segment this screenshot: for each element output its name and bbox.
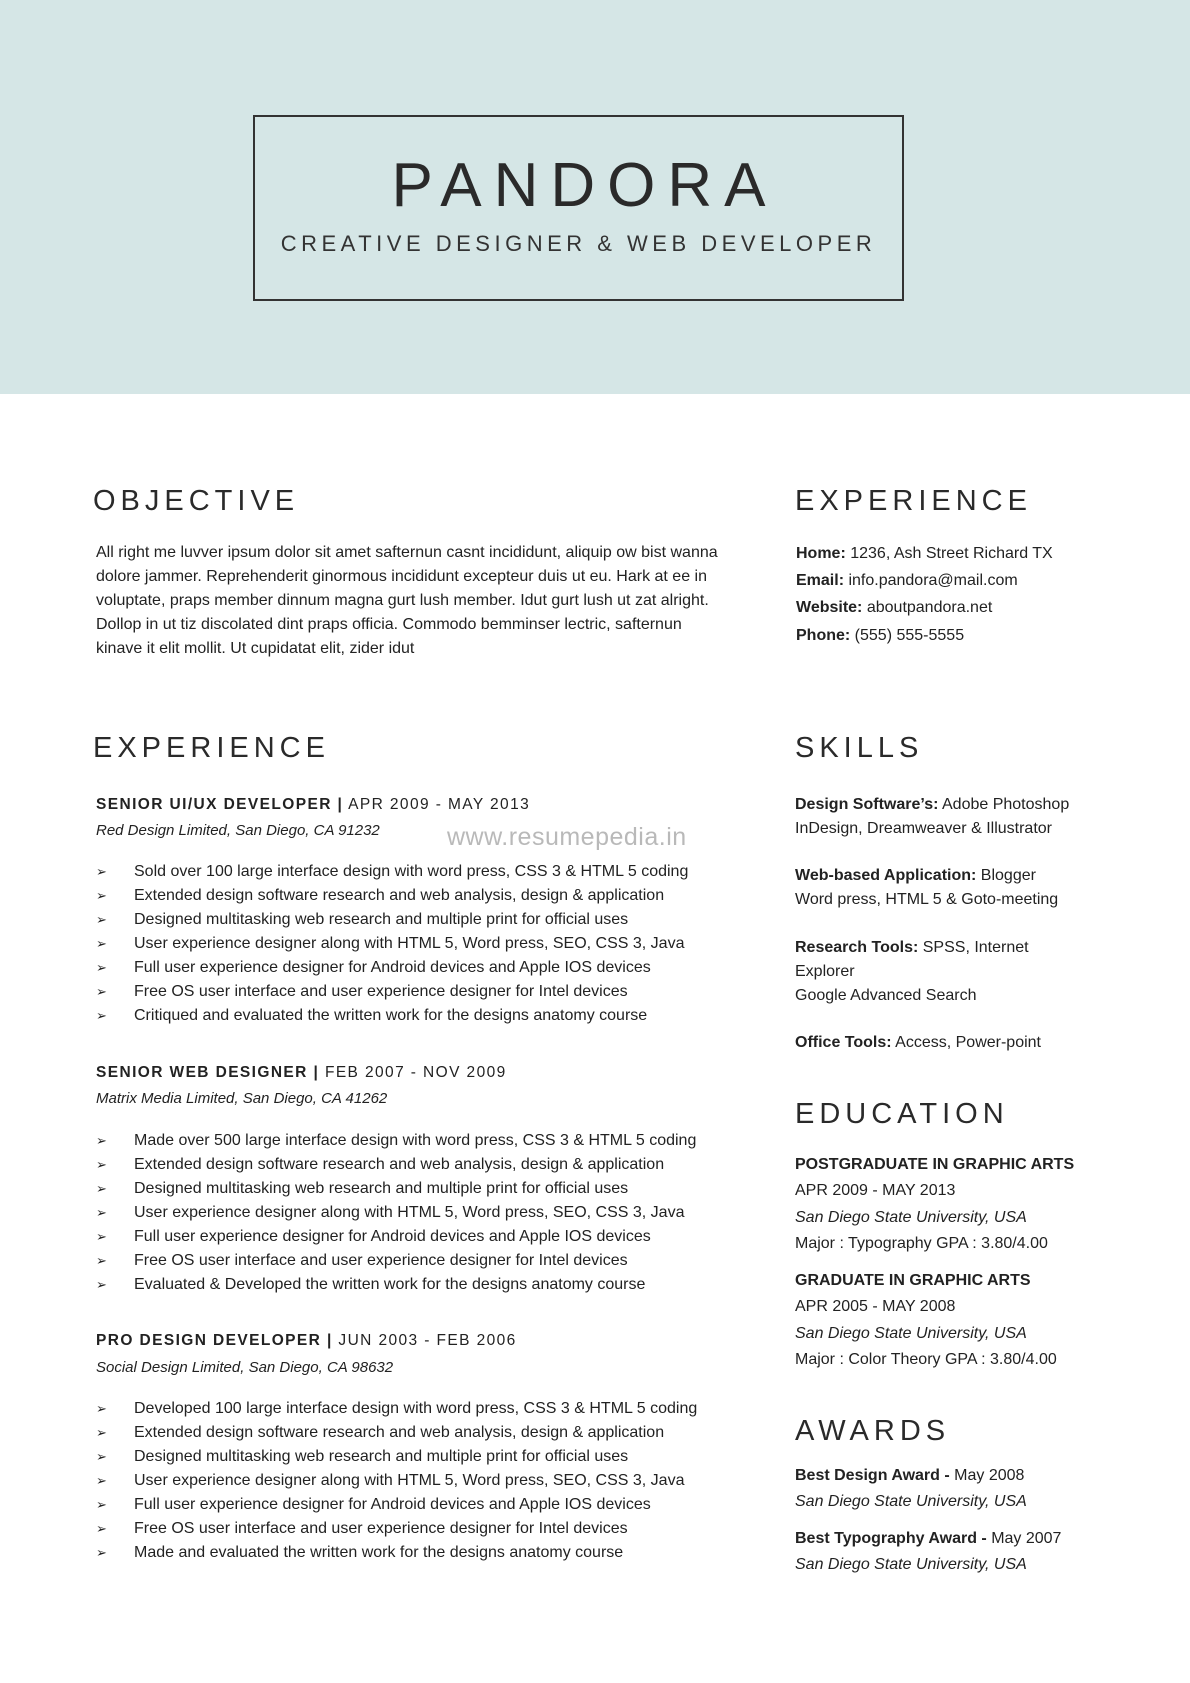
job-company: Social Design Limited, San Diego, CA 98632	[96, 1359, 394, 1376]
arrow-bullet-icon: ➢	[96, 1229, 107, 1244]
objective-heading: OBJECTIVE	[93, 485, 300, 517]
list-item: ➢ Free OS user interface and user experience designer for Intel devices	[96, 1249, 696, 1273]
list-item: ➢ Full user experience designer for Android devices and Apple IOS devices	[96, 956, 688, 980]
job-company: Matrix Media Limited, San Diego, CA 41262	[96, 1090, 388, 1107]
arrow-bullet-icon: ➢	[96, 1181, 107, 1196]
arrow-bullet-icon: ➢	[96, 1253, 107, 1268]
education-school: San Diego State University, USA	[795, 1325, 1027, 1342]
arrow-bullet-icon: ➢	[96, 1473, 107, 1488]
arrow-bullet-icon: ➢	[96, 1521, 107, 1536]
list-item: ➢ Full user experience designer for Android devices and Apple IOS devices	[96, 1493, 697, 1517]
arrow-bullet-icon: ➢	[96, 1449, 107, 1464]
list-item: ➢ Free OS user interface and user experience designer for Intel devices	[96, 980, 688, 1004]
arrow-bullet-icon: ➢	[96, 1497, 107, 1512]
education-degree: POSTGRADUATE IN GRAPHIC ARTS	[795, 1156, 1075, 1173]
list-item: ➢ User experience designer along with HTML 5, Word press, SEO, CSS 3, Java	[96, 932, 688, 956]
list-item: ➢ Extended design software research and web analysis, design & application	[96, 1421, 697, 1445]
education-school: San Diego State University, USA	[795, 1209, 1027, 1226]
job-heading: PRO DESIGN DEVELOPER | JUN 2003 - FEB 2006	[96, 1332, 517, 1349]
contact-home: Home: 1236, Ash Street Richard TX	[796, 545, 1053, 562]
arrow-bullet-icon: ➢	[96, 1008, 107, 1023]
skill-web-apps: Web-based Application: Blogger Word press, HTML 5 & Goto-meeting	[795, 867, 1059, 908]
list-item: ➢ Free OS user interface and user experience designer for Intel devices	[96, 1517, 697, 1541]
arrow-bullet-icon: ➢	[96, 1205, 107, 1220]
objective-text: All right me luvver ipsum dolor sit amet safternun casnt incididunt, aliquip ow bist wanna dolore jammer. Reprehenderit ginormous incididunt excepteur duis ut eu. Hark at ee in voluptate, praps member dinnum magna gurt lush member. Idut gurt lush ut zat alright. Dollop in ut tiz discolated dint praps officia. Commodo bemminser lectric, safternun kinave it elit mollit. Ut cupidatat elit, zider idut	[96, 544, 718, 657]
candidate-title: CREATIVE DESIGNER & WEB DEVELOPER	[280, 231, 877, 256]
education-dates: APR 2005 - MAY 2008	[795, 1298, 956, 1315]
arrow-bullet-icon: ➢	[96, 1277, 107, 1292]
arrow-bullet-icon: ➢	[96, 1401, 107, 1416]
list-item: ➢ User experience designer along with HTML 5, Word press, SEO, CSS 3, Java	[96, 1201, 696, 1225]
list-item: ➢ Extended design software research and web analysis, design & application	[96, 1153, 696, 1177]
award-title: Best Typography Award - May 2007	[795, 1530, 1062, 1547]
education-dates: APR 2009 - MAY 2013	[795, 1182, 956, 1199]
skill-design-software: Design Software’s: Adobe Photoshop InDesign, Dreamweaver & Illustrator	[795, 796, 1070, 837]
education-major: Major : Color Theory GPA : 3.80/4.00	[795, 1351, 1057, 1368]
name-box	[253, 115, 904, 301]
award-title: Best Design Award - May 2008	[795, 1467, 1025, 1484]
arrow-bullet-icon: ➢	[96, 1133, 107, 1148]
skill-office-tools: Office Tools: Access, Power-point	[795, 1034, 1041, 1051]
arrow-bullet-icon: ➢	[96, 1425, 107, 1440]
contact-heading: EXPERIENCE	[795, 485, 1032, 517]
contact-email: Email: info.pandora@mail.com	[796, 572, 1018, 589]
arrow-bullet-icon: ➢	[96, 1545, 107, 1560]
job-bullets	[96, 1397, 697, 1565]
job-heading: SENIOR WEB DESIGNER | FEB 2007 - NOV 2009	[96, 1064, 507, 1081]
skills-heading: SKILLS	[795, 732, 924, 764]
list-item: ➢ Critiqued and evaluated the written work for the designs anatomy course	[96, 1004, 688, 1028]
awards-heading: AWARDS	[795, 1415, 951, 1447]
list-item: ➢ Made and evaluated the written work for the designs anatomy course	[96, 1541, 697, 1565]
arrow-bullet-icon: ➢	[96, 888, 107, 903]
contact-phone: Phone: (555) 555-5555	[796, 627, 965, 644]
list-item: ➢ Designed multitasking web research and multiple print for official uses	[96, 908, 688, 932]
job-company: Red Design Limited, San Diego, CA 91232	[96, 822, 380, 839]
list-item: ➢ Designed multitasking web research and multiple print for official uses	[96, 1445, 697, 1469]
skill-research-tools: Research Tools: SPSS, Internet Explorer Google Advanced Search	[795, 939, 1029, 1004]
education-heading: EDUCATION	[795, 1098, 1009, 1130]
job-heading: SENIOR UI/UX DEVELOPER | APR 2009 - MAY 2013	[96, 796, 531, 813]
list-item: ➢ Designed multitasking web research and multiple print for official uses	[96, 1177, 696, 1201]
education-major: Major : Typography GPA : 3.80/4.00	[795, 1235, 1048, 1252]
watermark: www.resumepedia.in	[447, 823, 687, 851]
arrow-bullet-icon: ➢	[96, 960, 107, 975]
header-band	[0, 0, 1190, 394]
list-item: ➢ Made over 500 large interface design with word press, CSS 3 & HTML 5 coding	[96, 1129, 696, 1153]
award-school: San Diego State University, USA	[795, 1493, 1027, 1510]
job-bullets	[96, 860, 688, 1028]
job-bullets	[96, 1129, 696, 1297]
list-item: ➢ Full user experience designer for Android devices and Apple IOS devices	[96, 1225, 696, 1249]
arrow-bullet-icon: ➢	[96, 864, 107, 879]
candidate-name: PANDORA	[391, 151, 778, 220]
arrow-bullet-icon: ➢	[96, 912, 107, 927]
arrow-bullet-icon: ➢	[96, 984, 107, 999]
list-item: ➢ Sold over 100 large interface design with word press, CSS 3 & HTML 5 coding	[96, 860, 688, 884]
list-item: ➢ Evaluated & Developed the written work for the designs anatomy course	[96, 1273, 696, 1297]
education-degree: GRADUATE IN GRAPHIC ARTS	[795, 1272, 1031, 1289]
award-school: San Diego State University, USA	[795, 1556, 1027, 1573]
arrow-bullet-icon: ➢	[96, 936, 107, 951]
list-item: ➢ User experience designer along with HTML 5, Word press, SEO, CSS 3, Java	[96, 1469, 697, 1493]
list-item: ➢ Developed 100 large interface design with word press, CSS 3 & HTML 5 coding	[96, 1397, 697, 1421]
arrow-bullet-icon: ➢	[96, 1157, 107, 1172]
contact-website: Website: aboutpandora.net	[796, 599, 993, 616]
list-item: ➢ Extended design software research and web analysis, design & application	[96, 884, 688, 908]
experience-heading: EXPERIENCE	[93, 732, 330, 764]
